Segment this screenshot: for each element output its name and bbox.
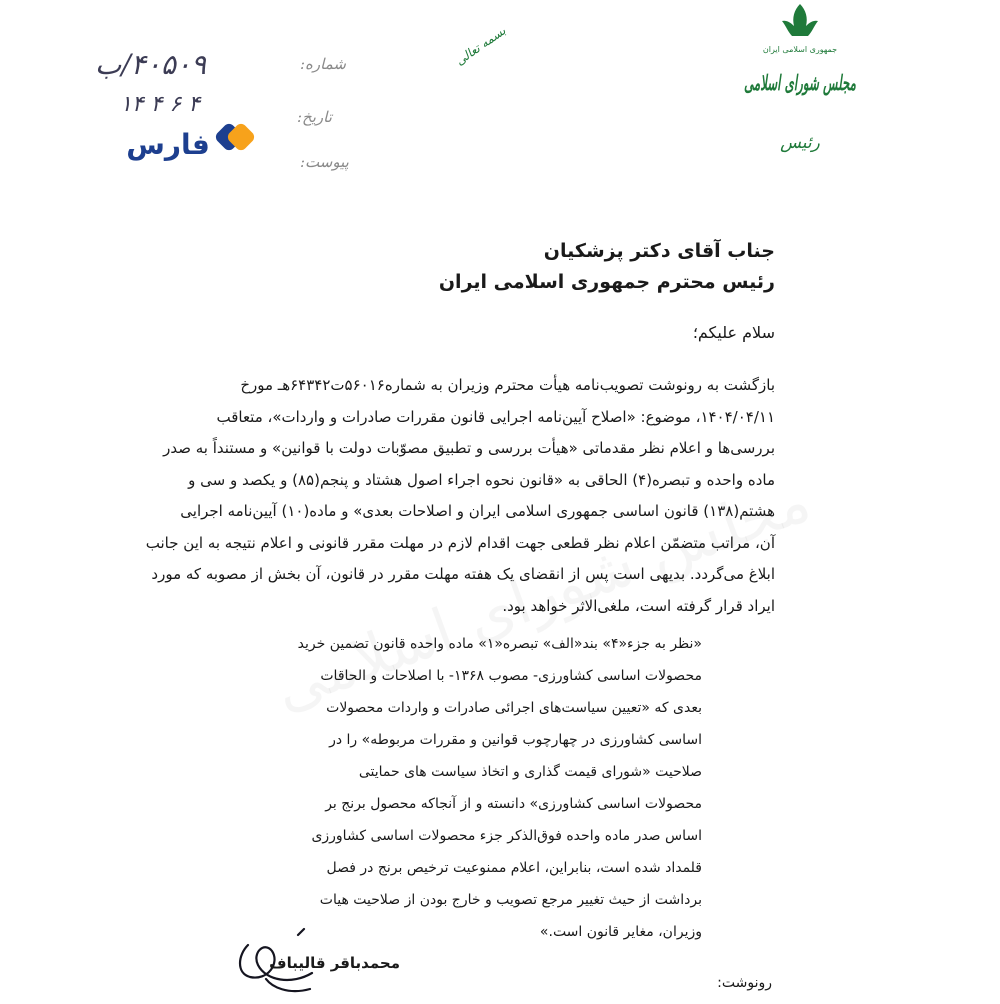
body-line: ماده واحده و تبصره(۴) الحاقی به «قانون نحوه اجراء اصول هشتاد و پنجم(۸۵) و یکصد و سی و [188, 470, 775, 489]
quote-line: محصولات اساسی کشاورزی- مصوب ۱۳۶۸- با اصلاحات و الحاقات [320, 668, 702, 684]
body-line: آن، مراتب متضمّن اعلام نظر قطعی جهت اقدام لازم در مهلت مقرر قانونی و اعلام نتیجه به این جانب [145, 533, 775, 552]
fars-logo [120, 118, 260, 168]
iran-emblem-icon [782, 4, 818, 36]
signatory-name: محمدباقر قالیباف [269, 954, 400, 972]
date-label: تاریخ: [297, 108, 332, 126]
quote-line: بعدی که «تعیین سیاست‌های اجرائی صادرات و واردات محصولات [326, 700, 702, 716]
quote-line: وزیران، مغایر قانون است.» [539, 924, 702, 940]
quote-line: برداشت از حیث تغییر مرجع تصویب و خارج بودن از صلاحیت هیات [319, 892, 702, 908]
emblem-graphic [740, 0, 943, 160]
quote-line: قلمداد شده است، بنابراین، اعلام ممنوعیت ترخیص برنج در فصل [326, 860, 702, 876]
quoted-ruling [262, 628, 702, 948]
fars-wordmark: فارس [126, 128, 210, 161]
quote-line: «نظر به جزء«۴» بند«الف» تبصره«۱» ماده واحده قانون تضمین خرید [297, 636, 702, 652]
quote-line: صلاحیت «شورای قیمت گذاری و اتخاذ سیاست های حمایتی [358, 764, 702, 780]
parliament-emblem [740, 0, 943, 160]
emblem-caption: جمهوری اسلامی ایران [762, 45, 838, 54]
emblem-role: رئیس [780, 133, 820, 153]
body-line: بازگشت به رونوشت تصویب‌نامه هیأت محترم وزیران به شماره۵۶۰۱۶ت۶۴۳۴۲هـ مورخ [240, 376, 775, 394]
handwritten-date: ۱۴ ۴ ۶ ۴ [120, 92, 201, 117]
attachment-label: پیوست: [300, 153, 349, 171]
emblem-title: مجلس شورای اسلامی [744, 70, 943, 95]
salutation: سلام علیکم؛ [692, 323, 775, 342]
addressee-line-1: جناب آقای دکتر پزشکیان [543, 240, 775, 262]
quote-line: اساسی کشاورزی در چهارچوب قوانین و مقررات مربوطه» را در [329, 732, 702, 748]
calligraphy-text: بسمه تعالی [452, 23, 509, 69]
body-line: هشتم(۱۳۸) قانون اساسی جمهوری اسلامی ایران و اصلاحات بعدی» و ماده(۱۰) آیین‌نامه اجرایی [180, 502, 775, 520]
number-label: شماره: [300, 55, 346, 73]
quote-line: محصولات اساسی کشاورزی» دانسته و از آنجاکه محصول برنج بر [325, 796, 702, 812]
addressee-line-2: رئیس محترم جمهوری اسلامی ایران [438, 271, 775, 293]
body-line: ۱۴۰۴/۰۴/۱۱، موضوع: «اصلاح آیین‌نامه اجرایی قانون مقررات صادرات و واردات»، متعاقب [216, 407, 775, 426]
handwritten-number: ۴۰۵۰۹/ب [95, 48, 206, 81]
calligraphy-logo [452, 20, 509, 70]
body-line: ابلاغ می‌گردد. بدیهی است پس از انقضای یک هفته مهلت مقرر در قانون، آن بخش از مصوبه که مورد [151, 565, 775, 583]
copy-label: رونوشت: [717, 975, 772, 991]
body-paragraph [145, 370, 775, 622]
fars-diamond-icon [213, 121, 256, 152]
body-line: بررسی‌ها و اعلام نظر مقدماتی «هیأت بررسی و تطبیق مصوّبات دولت با قوانین» و مستنداً به صدر [163, 439, 775, 457]
quote-line: اساس صدر ماده واحده فوق‌الذکر جزء محصولات اساسی کشاورزی [311, 828, 702, 844]
body-line: ایراد قرار گرفته است، ملغی‌الاثر خواهد بود. [502, 596, 775, 615]
